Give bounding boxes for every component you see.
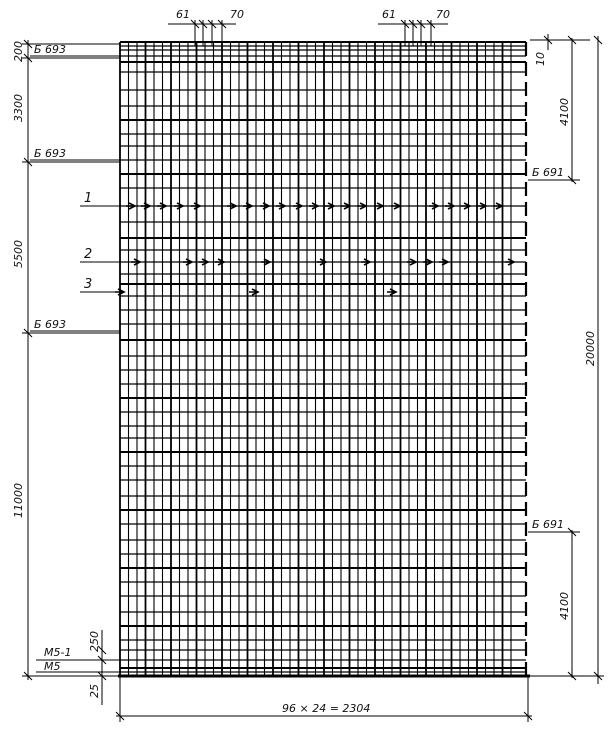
- arrow-marker: [407, 259, 416, 265]
- arrow-marker: [361, 259, 370, 265]
- left-dim-200: 200: [12, 41, 25, 62]
- callout-3: 3: [84, 277, 93, 292]
- arrow-marker: [261, 259, 270, 265]
- arrow-marker: [293, 203, 302, 209]
- right-dim-4100-bottom: 4100: [558, 592, 571, 620]
- arrow-marker: [505, 259, 514, 265]
- dimension-lines: [22, 20, 604, 722]
- arrow-marker: [260, 203, 269, 209]
- arrow-marker: [387, 289, 396, 295]
- arrow-marker: [276, 203, 285, 209]
- left-mark-b693-3: Б 693: [34, 318, 67, 331]
- dim-25: 25: [88, 684, 101, 698]
- arrow-marker: [157, 203, 166, 209]
- left-dim-11000: 11000: [12, 483, 25, 518]
- arrow-marker: [249, 289, 258, 295]
- left-mark-b693-1: Б 693: [34, 43, 67, 56]
- arrow-marker: [199, 259, 208, 265]
- arrow-marker: [445, 203, 454, 209]
- callout-1: 1: [84, 191, 93, 206]
- left-dim-3300: 3300: [12, 94, 25, 122]
- right-mark-b691-1: Б 691: [532, 166, 565, 179]
- bottom-overall-dim: 96 × 24 = 2304: [282, 702, 371, 715]
- drawing-labels: [12, 8, 597, 715]
- arrow-marker: [429, 203, 438, 209]
- dim-250: 250: [88, 631, 101, 652]
- top-dim-70-left: 70: [230, 8, 244, 21]
- arrow-marker: [141, 203, 150, 209]
- top-dim-61-right: 61: [382, 8, 396, 21]
- callout-2: 2: [84, 247, 93, 262]
- arrow-marker: [227, 203, 236, 209]
- right-dim-20000: 20000: [584, 331, 597, 366]
- arrow-marker: [309, 203, 318, 209]
- right-dim-4100-top: 4100: [558, 98, 571, 126]
- arrow-marker: [126, 203, 135, 209]
- arrow-marker: [131, 259, 140, 265]
- left-dim-5500: 5500: [12, 240, 25, 268]
- arrow-marker: [191, 203, 200, 209]
- top-dim-70-right: 70: [436, 8, 450, 21]
- arrow-rows: [115, 203, 514, 295]
- arrow-marker: [243, 203, 252, 209]
- mark-m5: М5: [44, 660, 61, 673]
- arrow-marker: [477, 203, 486, 209]
- right-mark-b691-2: Б 691: [532, 518, 565, 531]
- top-dim-61-left: 61: [176, 8, 190, 21]
- arrow-marker: [423, 259, 432, 265]
- arrow-marker: [183, 259, 192, 265]
- mesh-grid: [34, 42, 530, 676]
- mark-m5-1: М5-1: [44, 646, 72, 659]
- left-mark-b693-2: Б 693: [34, 147, 67, 160]
- right-dim-10: 10: [534, 52, 547, 66]
- arrow-marker: [439, 259, 448, 265]
- arrow-marker: [174, 203, 183, 209]
